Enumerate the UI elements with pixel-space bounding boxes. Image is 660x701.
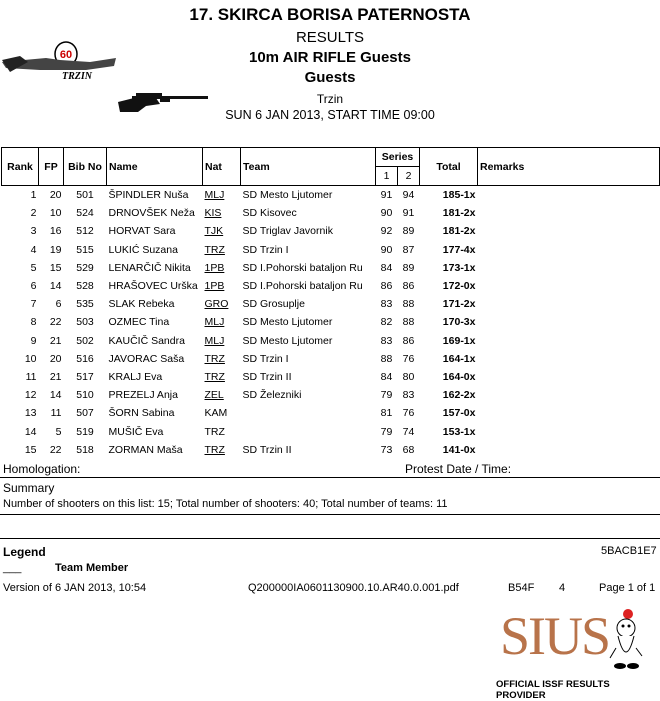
col-team: Team xyxy=(241,148,376,186)
fp-cell: 15 xyxy=(49,261,62,274)
remarks-cell xyxy=(478,277,660,295)
results-table xyxy=(1,147,660,459)
rank-cell: 15 xyxy=(24,443,37,456)
remarks-cell xyxy=(478,386,660,404)
name-cell: ŠPINDLER Nuša xyxy=(108,189,189,202)
homologation-label: Homologation: xyxy=(3,462,81,476)
fp-cell: 6 xyxy=(55,298,62,311)
table-row xyxy=(2,295,660,313)
total-cell: 164-1x xyxy=(442,352,476,365)
category-heading: Guests xyxy=(304,69,356,86)
table-row xyxy=(2,313,660,331)
file-name: Q200000IA0601130900.10.AR40.0.001.pdf xyxy=(248,582,459,594)
team-cell: SD Mesto Ljutomer xyxy=(242,316,333,329)
nat-cell: TRZ xyxy=(204,243,225,256)
series1-cell: 83 xyxy=(380,334,393,347)
name-cell: LENARČIČ Nikita xyxy=(108,261,191,274)
rank-cell: 5 xyxy=(30,261,37,274)
series2-cell: 89 xyxy=(402,225,415,238)
nat-cell: MLJ xyxy=(204,189,225,202)
nat-cell: TRZ xyxy=(204,370,225,383)
bib-cell: 502 xyxy=(76,334,94,347)
series1-cell: 82 xyxy=(380,316,393,329)
sius-logo xyxy=(498,606,658,678)
nat-cell: ZEL xyxy=(204,389,224,402)
series2-cell: 74 xyxy=(402,425,415,438)
total-cell: 141-0x xyxy=(442,443,476,456)
team-cell: SD I.Pohorski bataljon Ru xyxy=(242,280,363,293)
series1-cell: 91 xyxy=(380,189,393,202)
name-cell: DRNOVŠEK Neža xyxy=(108,207,195,220)
name-cell: SLAK Rebeka xyxy=(108,298,175,311)
name-cell: HRAŠOVEC Urška xyxy=(108,280,198,293)
name-cell: PREZELJ Anja xyxy=(108,389,178,402)
name-cell: KRALJ Eva xyxy=(108,370,163,383)
remarks-cell xyxy=(478,350,660,368)
bib-cell: 524 xyxy=(76,207,94,220)
series2-cell: 83 xyxy=(402,389,415,402)
series2-cell: 80 xyxy=(402,370,415,383)
doc-code: B54F xyxy=(508,582,535,594)
col-total: Total xyxy=(420,148,478,186)
rank-cell: 14 xyxy=(24,425,37,438)
fp-cell: 10 xyxy=(49,207,62,220)
sius-logo-text: SIUS xyxy=(500,606,610,666)
col-rank: Rank xyxy=(2,148,39,186)
series1-cell: 88 xyxy=(380,352,393,365)
bib-cell: 529 xyxy=(76,261,94,274)
svg-text:60: 60 xyxy=(59,49,73,61)
fp-cell: 22 xyxy=(49,443,62,456)
bib-cell: 512 xyxy=(76,225,94,238)
nat-cell: 1PB xyxy=(204,261,225,274)
total-cell: 171-2x xyxy=(442,298,476,311)
bib-cell: 503 xyxy=(76,316,94,329)
fp-cell: 14 xyxy=(49,280,62,293)
team-cell: SD Trzin I xyxy=(242,243,289,256)
series2-cell: 87 xyxy=(402,243,415,256)
nat-cell: GRO xyxy=(204,298,229,311)
team-cell: SD Železniki xyxy=(242,389,302,402)
fp-cell: 14 xyxy=(49,389,62,402)
version-info: Version of 6 JAN 2013, 10:54 xyxy=(3,582,147,594)
col-name: Name xyxy=(107,148,203,186)
total-cell: 153-1x xyxy=(442,425,476,438)
nat-cell: MLJ xyxy=(204,334,225,347)
summary-text: Number of shooters on this list: 15; Total number of shooters: 40; Total number of teams: 11 xyxy=(3,498,448,510)
total-cell: 185-1x xyxy=(442,189,476,202)
bib-cell: 510 xyxy=(76,389,94,402)
doc-number: 4 xyxy=(559,582,566,594)
fp-cell: 20 xyxy=(49,352,62,365)
rank-cell: 6 xyxy=(30,280,37,293)
name-cell: OZMEC Tina xyxy=(108,316,170,329)
bib-cell: 528 xyxy=(76,280,94,293)
total-cell: 173-1x xyxy=(442,261,476,274)
team-cell: SD Grosuplje xyxy=(242,298,305,311)
nat-cell: TRZ xyxy=(204,425,225,438)
series2-cell: 91 xyxy=(402,207,415,220)
total-cell: 157-0x xyxy=(442,407,476,420)
nat-cell: MLJ xyxy=(204,316,225,329)
col-bib: Bib No xyxy=(64,148,107,186)
col-series: Series xyxy=(376,148,420,167)
series2-cell: 76 xyxy=(402,352,415,365)
results-heading: RESULTS xyxy=(295,29,365,46)
remarks-cell xyxy=(478,422,660,440)
team-cell: SD Triglav Javornik xyxy=(242,225,333,238)
total-cell: 170-3x xyxy=(442,316,476,329)
name-cell: KAUČIČ Sandra xyxy=(108,334,185,347)
remarks-cell xyxy=(478,259,660,277)
table-row xyxy=(2,186,660,205)
legend-code: 5BACB1E7 xyxy=(601,545,657,557)
rank-cell: 2 xyxy=(30,207,37,220)
table-row xyxy=(2,222,660,240)
bib-cell: 519 xyxy=(76,425,94,438)
bib-cell: 515 xyxy=(76,243,94,256)
team-cell xyxy=(241,404,376,422)
table-row xyxy=(2,404,660,422)
total-cell: 164-0x xyxy=(442,370,476,383)
divider xyxy=(0,538,660,539)
nat-cell: TRZ xyxy=(204,443,225,456)
total-cell: 162-2x xyxy=(442,389,476,402)
date-time: SUN 6 JAN 2013, START TIME 09:00 xyxy=(225,108,435,122)
remarks-cell xyxy=(478,204,660,222)
team-cell: SD Mesto Ljutomer xyxy=(242,334,333,347)
fp-cell: 22 xyxy=(49,316,62,329)
table-row xyxy=(2,332,660,350)
bib-cell: 517 xyxy=(76,370,94,383)
series1-cell: 86 xyxy=(380,280,393,293)
fp-cell: 16 xyxy=(49,225,62,238)
series1-cell: 84 xyxy=(380,370,393,383)
rank-cell: 7 xyxy=(30,298,37,311)
series1-cell: 92 xyxy=(380,225,393,238)
table-row xyxy=(2,386,660,404)
series1-cell: 81 xyxy=(380,407,393,420)
bib-cell: 535 xyxy=(76,298,94,311)
divider xyxy=(0,477,660,478)
protest-label: Protest Date / Time: xyxy=(405,462,512,476)
table-row xyxy=(2,368,660,386)
remarks-cell xyxy=(478,404,660,422)
location: Trzin xyxy=(316,92,344,106)
remarks-cell xyxy=(478,368,660,386)
series1-cell: 79 xyxy=(380,425,393,438)
team-cell: SD Trzin II xyxy=(242,443,292,456)
series2-cell: 88 xyxy=(402,316,415,329)
event-title: 17. SKIRCA BORISA PATERNOSTA xyxy=(189,5,471,24)
col-series-2: 2 xyxy=(398,167,420,186)
rank-cell: 9 xyxy=(30,334,37,347)
rank-cell: 11 xyxy=(25,370,37,383)
series1-cell: 79 xyxy=(380,389,393,402)
nat-cell: KAM xyxy=(204,407,228,420)
bib-cell: 516 xyxy=(76,352,94,365)
total-cell: 169-1x xyxy=(442,334,476,347)
bib-cell: 501 xyxy=(76,189,94,202)
team-cell: SD Trzin II xyxy=(242,370,292,383)
bib-cell: 518 xyxy=(76,443,94,456)
results-rows xyxy=(2,186,660,459)
series2-cell: 89 xyxy=(402,261,415,274)
legend-title: Legend xyxy=(3,545,46,559)
col-remarks: Remarks xyxy=(478,148,660,186)
series1-cell: 90 xyxy=(380,207,393,220)
nat-cell: TRZ xyxy=(204,352,225,365)
table-row xyxy=(2,277,660,295)
fp-cell: 19 xyxy=(49,243,62,256)
table-row xyxy=(2,441,660,459)
fp-cell: 21 xyxy=(49,370,62,383)
team-cell: SD Trzin I xyxy=(242,352,289,365)
table-row xyxy=(2,350,660,368)
name-cell: HORVAT Sara xyxy=(108,225,176,238)
divider xyxy=(0,514,660,515)
table-row xyxy=(2,204,660,222)
summary-title: Summary xyxy=(3,481,55,495)
col-nat: Nat xyxy=(203,148,241,186)
name-cell: MUŠIČ Eva xyxy=(108,425,164,438)
bib-cell: 507 xyxy=(76,407,94,420)
total-cell: 172-0x xyxy=(442,280,476,293)
table-row xyxy=(2,241,660,259)
mascot-icon xyxy=(606,608,646,670)
fp-cell: 21 xyxy=(49,334,62,347)
rank-cell: 4 xyxy=(30,243,37,256)
legend-symbol: ___ xyxy=(3,562,22,574)
series2-cell: 86 xyxy=(402,280,415,293)
fp-cell: 20 xyxy=(49,189,62,202)
name-cell: ZORMAN Maša xyxy=(108,443,183,456)
series2-cell: 94 xyxy=(402,189,415,202)
fp-cell: 11 xyxy=(50,407,62,420)
rank-cell: 12 xyxy=(24,389,37,402)
team-cell: SD Mesto Ljutomer xyxy=(242,189,333,202)
remarks-cell xyxy=(478,222,660,240)
name-cell: LUKIĆ Suzana xyxy=(108,243,178,256)
total-cell: 181-2x xyxy=(442,225,476,238)
remarks-cell xyxy=(478,441,660,459)
total-cell: 177-4x xyxy=(442,243,476,256)
rank-cell: 3 xyxy=(30,225,37,238)
team-cell xyxy=(241,422,376,440)
nat-cell: 1PB xyxy=(204,280,225,293)
series2-cell: 76 xyxy=(402,407,415,420)
series1-cell: 84 xyxy=(380,261,393,274)
total-cell: 181-2x xyxy=(442,207,476,220)
series1-cell: 90 xyxy=(380,243,393,256)
remarks-cell xyxy=(478,332,660,350)
series1-cell: 73 xyxy=(380,443,393,456)
series2-cell: 68 xyxy=(402,443,415,456)
name-cell: JAVORAC Saša xyxy=(108,352,185,365)
nat-cell: KIS xyxy=(204,207,222,220)
nat-cell: TJK xyxy=(204,225,224,238)
rank-cell: 8 xyxy=(30,316,37,329)
series2-cell: 86 xyxy=(402,334,415,347)
series1-cell: 83 xyxy=(380,298,393,311)
team-cell: SD Kisovec xyxy=(242,207,297,220)
discipline-heading: 10m AIR RIFLE Guests xyxy=(249,49,411,66)
fp-cell: 5 xyxy=(55,425,62,438)
col-fp: FP xyxy=(39,148,64,186)
col-series-1: 1 xyxy=(376,167,398,186)
rank-cell: 10 xyxy=(24,352,37,365)
legend-item: Team Member xyxy=(55,562,129,574)
svg-text:TRZIN: TRZIN xyxy=(62,71,92,82)
rank-cell: 1 xyxy=(30,189,37,202)
remarks-cell xyxy=(478,295,660,313)
remarks-cell xyxy=(478,186,660,205)
team-cell: SD I.Pohorski bataljon Ru xyxy=(242,261,363,274)
name-cell: ŠORN Sabina xyxy=(108,407,175,420)
table-row xyxy=(2,259,660,277)
page-number: Page 1 of 1 xyxy=(599,582,656,594)
series2-cell: 88 xyxy=(402,298,415,311)
remarks-cell xyxy=(478,313,660,331)
rank-cell: 13 xyxy=(24,407,37,420)
sius-tagline: OFFICIAL ISSF RESULTS PROVIDER xyxy=(496,679,610,701)
table-row xyxy=(2,422,660,440)
remarks-cell xyxy=(478,241,660,259)
